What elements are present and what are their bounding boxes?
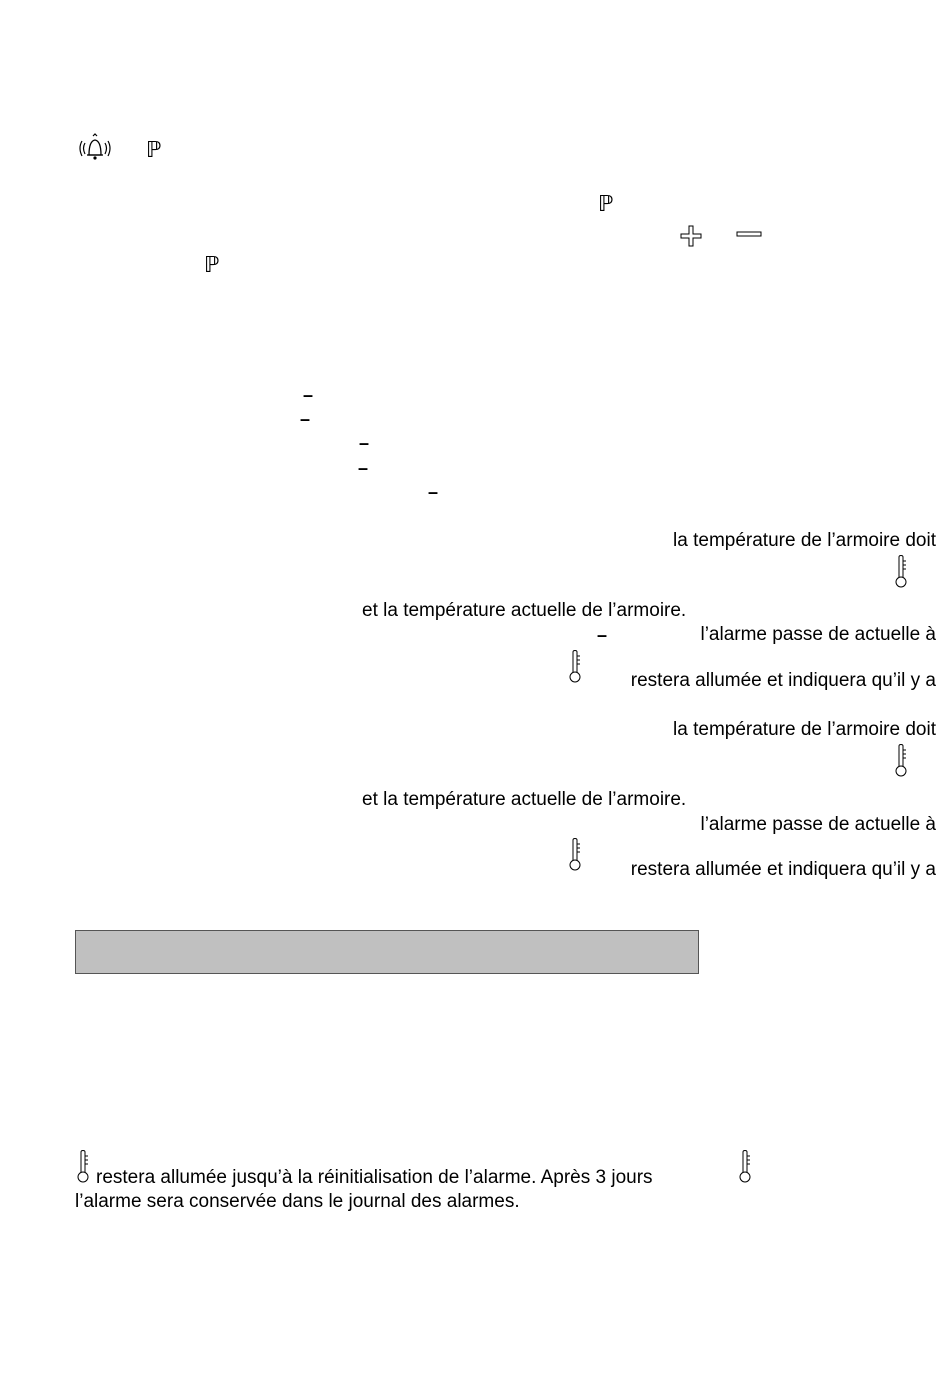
block2-line3: l’alarme passe de actuelle à — [700, 814, 936, 835]
dash-marker: – — [428, 482, 439, 502]
dash-marker: – — [597, 625, 608, 645]
footer-line2: l’alarme sera conservée dans le journal des alarmes. — [75, 1191, 520, 1212]
program-p-icon: ℙ — [598, 192, 614, 217]
block2-line4: restera allumée et indiquera qu’il y a — [630, 859, 936, 880]
thermometer-icon — [75, 1150, 91, 1184]
program-p-icon: ℙ — [204, 253, 220, 278]
footer-line1: restera allumée jusqu’à la réinitialisation de l’alarme. Après 3 jours — [96, 1167, 653, 1188]
plus-icon — [680, 225, 702, 247]
thermometer-icon — [567, 838, 583, 872]
minus-icon — [736, 230, 762, 238]
dash-marker: – — [300, 409, 311, 429]
thermometer-icon — [567, 650, 583, 684]
thermometer-icon — [893, 744, 909, 778]
thermometer-icon — [893, 555, 909, 589]
block2-line1: la température de l’armoire doit — [673, 719, 936, 740]
block2-line2: et la température actuelle de l’armoire. — [362, 789, 687, 810]
dash-marker: – — [303, 385, 314, 405]
block1-line3: l’alarme passe de actuelle à — [700, 624, 936, 645]
block1-line2: et la température actuelle de l’armoire. — [362, 600, 687, 621]
block1-line4: restera allumée et indiquera qu’il y a — [630, 670, 936, 691]
dash-marker: – — [359, 433, 370, 453]
dash-marker: – — [358, 458, 369, 478]
section-heading-bar — [75, 930, 699, 974]
program-p-icon: ℙ — [146, 138, 162, 163]
alarm-bell-icon — [78, 133, 112, 163]
thermometer-icon — [737, 1150, 753, 1184]
block1-line1: la température de l’armoire doit — [673, 530, 936, 551]
